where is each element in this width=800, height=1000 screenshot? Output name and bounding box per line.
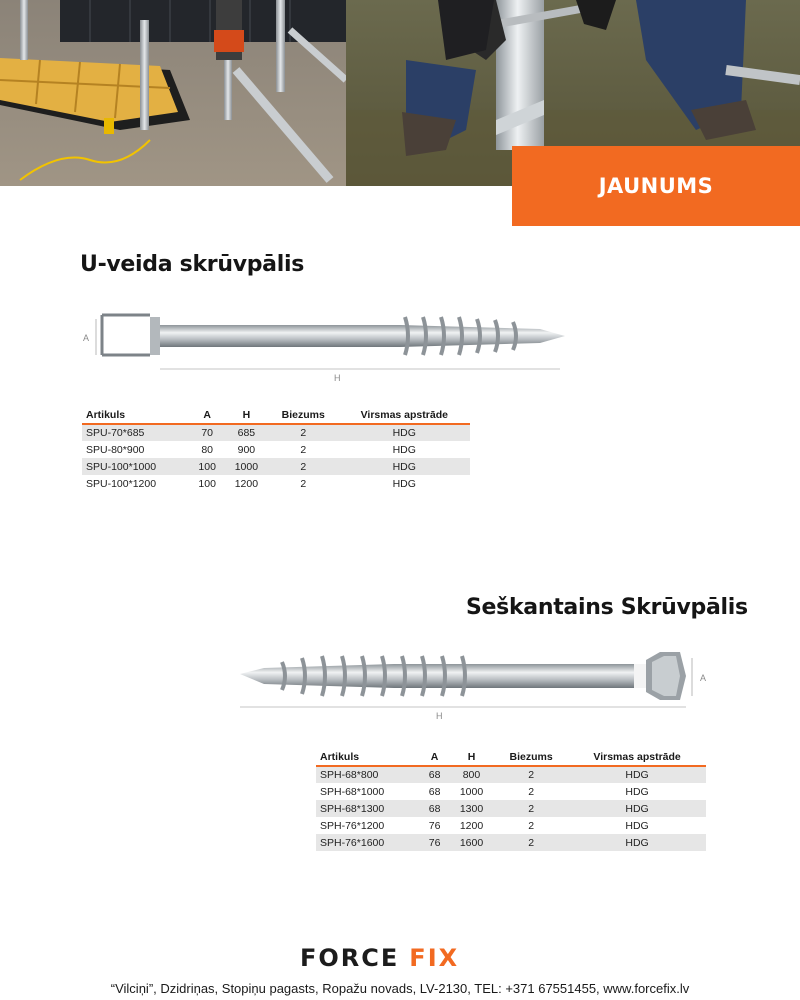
cell: 1300 [449, 800, 494, 817]
col-header-biezums: Biezums [268, 406, 339, 424]
cell: HDG [339, 424, 470, 441]
cell: HDG [625, 785, 649, 798]
table-row [82, 424, 470, 441]
table-header-row [82, 406, 470, 424]
installation-photo-left [0, 0, 346, 186]
cell: 100 [198, 477, 216, 490]
cell: 2 [300, 477, 307, 490]
cell: SPU-70*685 [82, 424, 190, 441]
logo-force-text: FORCE [300, 944, 400, 972]
table-row [316, 783, 706, 800]
cell: SPU-100*1000 [82, 458, 190, 475]
cell: 2 [268, 458, 339, 475]
spec-table-hexagonal [316, 748, 706, 851]
cell: 2 [494, 834, 568, 851]
cell: 2 [528, 819, 535, 832]
col-header-h: H [449, 748, 494, 766]
cell: 1200 [234, 477, 259, 490]
cell: SPH-76*1600 [316, 834, 420, 851]
col-header-h: H [225, 406, 268, 424]
table-row [82, 475, 470, 492]
hexagonal-screw-pile-image [234, 648, 734, 728]
table-row [316, 834, 706, 851]
table-row [316, 817, 706, 834]
dim-h-label-1: H [334, 373, 341, 383]
cell: 1000 [225, 458, 268, 475]
cell: SPU-100*1200 [86, 477, 157, 490]
table-row [82, 441, 470, 458]
cell: HDG [339, 458, 470, 475]
cell: 68 [420, 800, 448, 817]
cell: SPH-68*800 [316, 766, 420, 783]
table-row [316, 800, 706, 817]
cell: 900 [237, 443, 256, 456]
section-2-title: Seškantains Skrūvpālis [466, 595, 748, 620]
cell: 2 [494, 766, 568, 783]
cell: 76 [428, 819, 441, 832]
u-type-screw-pile-image [80, 305, 580, 385]
col-header-artikuls: Artikuls [316, 748, 420, 766]
cell: 1000 [459, 785, 484, 798]
dim-a-label-1: A [83, 333, 90, 343]
cell: 800 [449, 766, 494, 783]
cell: 68 [428, 785, 441, 798]
cell: 2 [494, 800, 568, 817]
logo-fix-text: FIX [409, 944, 460, 972]
cell: 80 [201, 443, 214, 456]
cell: HDG [568, 834, 706, 851]
col-header-a: A [190, 406, 225, 424]
dim-a-label-2: A [700, 673, 707, 683]
cell: HDG [568, 766, 706, 783]
cell: 2 [268, 424, 339, 441]
table-row [82, 458, 470, 475]
cell: 685 [225, 424, 268, 441]
forcefix-logo [300, 945, 500, 971]
cell: 70 [190, 424, 225, 441]
footer-contact: “Vilciņi”, Dzidriņas, Stopiņu pagasts, Ropažu novads, LV-2130, TEL: +371 67551455, www.forcefix.lv [110, 981, 690, 996]
col-header-biezums: Biezums [494, 748, 568, 766]
dim-h-label-2: H [436, 711, 443, 721]
spec-table-u-type [82, 406, 470, 492]
cell: 2 [300, 443, 307, 456]
cell: 100 [190, 458, 225, 475]
cell: HDG [392, 443, 416, 456]
cell: 68 [420, 766, 448, 783]
cell: 1600 [449, 834, 494, 851]
new-badge-label: JAUNUMS [598, 174, 714, 198]
cell: SPU-80*900 [86, 443, 145, 456]
cell: HDG [625, 819, 649, 832]
cell: 2 [528, 785, 535, 798]
cell: SPH-68*1000 [320, 785, 385, 798]
col-header-artikuls: Artikuls [82, 406, 190, 424]
cell: HDG [392, 477, 416, 490]
cell: SPH-68*1300 [316, 800, 420, 817]
table-header-row [316, 748, 706, 766]
cell: 1200 [459, 819, 484, 832]
col-header-a: A [420, 748, 448, 766]
section-1-title: U-veida skrūvpālis [80, 252, 304, 277]
col-header-virsmas: Virsmas apstrāde [568, 748, 706, 766]
col-header-virsmas: Virsmas apstrāde [339, 406, 470, 424]
cell: 76 [420, 834, 448, 851]
new-badge [512, 146, 800, 226]
cell: SPH-76*1200 [320, 819, 385, 832]
table-row [316, 766, 706, 783]
cell: HDG [568, 800, 706, 817]
